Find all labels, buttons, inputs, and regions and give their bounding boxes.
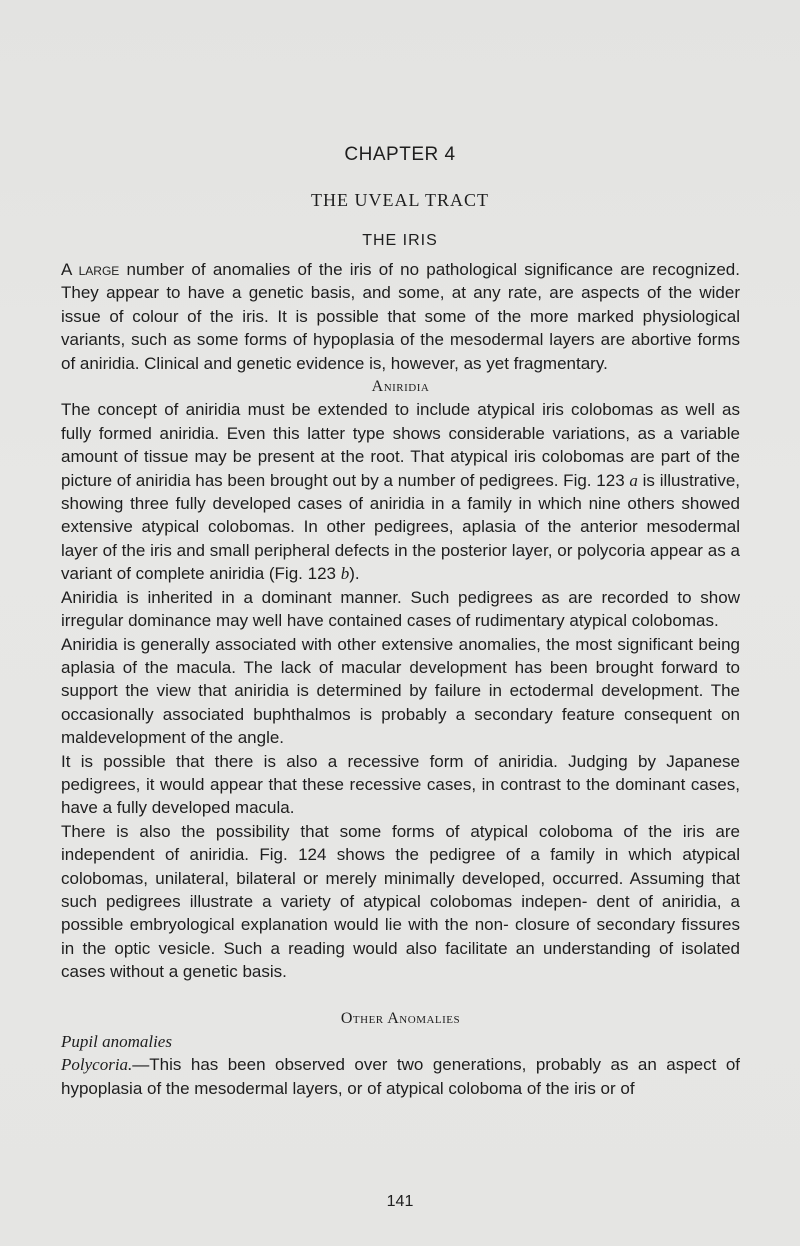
aniridia-paragraph-4: It is possible that there is also a recessive form of aniridia. Judging by Japanese pedigrees, it would appear that these recessive cases, in contrast to the dominant cases, have a fully developed macula.: [61, 751, 740, 818]
intro-lead: A large: [61, 260, 120, 279]
aniridia-p1-part-c: ).: [349, 564, 360, 584]
page-number: 141: [386, 1193, 414, 1210]
intro-text: number of anomalies of the iris of no pathological significance are recognized. They appear to have a genetic basis, and some, at any rate, are aspects of the wider issue of colour of the iris. It is possible that some of the more marked physiological variants, such as some forms of hypoplasia of the mesodermal layers are abortive forms of aniridia. Clinical and genetic evidence is, however, as yet fragmentary.: [61, 260, 740, 373]
intro-paragraph: [61, 258, 740, 375]
section-title: THE IRIS: [362, 232, 438, 249]
chapter-title: THE UVEAL TRACT: [311, 190, 489, 210]
body-text: [61, 258, 740, 1100]
polycoria-paragraph: [61, 1053, 740, 1100]
aniridia-paragraph-5: There is also the possibility that some forms of atypical coloboma of the iris are independent of aniridia. Fig. 124 shows the pedigree of a family in which atypical colobomas, unilateral, bilateral or merely minimally developed, occurred. Assuming that such pedigrees illustrate a variety of atypical colobomas indepen- dent of aniridia, a possible embryological explanation would lie with the non- closure of secondary fissures in the optic vesicle. Such a reading would also facilitate an understanding of isolated cases without a genetic basis.: [61, 821, 740, 982]
polycoria-term: Polycoria.: [61, 1055, 133, 1075]
section-gap: [61, 984, 740, 1007]
fig-123a-ref: a: [629, 470, 638, 490]
aniridia-paragraph-1: [61, 398, 740, 585]
aniridia-p1-part-b: is illustrative, showing three fully developed cases of aniridia in a family in which nine others showed extensive atypical colobomas. In other pedigrees, aplasia of the anterior mesodermal layer of the iris and small peripheral defects in the posterior layer, or polycoria appear as a variant of complete aniridia (Fig. 123: [61, 470, 740, 584]
polycoria-text: —This has been observed over two generations, probably as an aspect of hypoplasia of the mesodermal layers, or of atypical coloboma of the iris or of: [61, 1055, 740, 1098]
aniridia-paragraph-3: Aniridia is generally associated with other extensive anomalies, the most significant being aplasia of the macula. The lack of macular development has been brought forward to support the view that aniridia is determined by failure in ectodermal development. The occasionally associated buphthalmos is probably a secondary feature consequent on maldevelopment of the angle.: [61, 634, 740, 748]
fig-123b-ref: b: [340, 564, 350, 584]
aniridia-heading: Aniridia: [371, 378, 430, 396]
pupil-anomalies-subheading: Pupil anomalies: [61, 1032, 172, 1051]
other-anomalies-heading: Other Anomalies: [340, 1009, 461, 1027]
chapter-heading: CHAPTER 4: [344, 144, 456, 165]
aniridia-p1-part-a: The concept of aniridia must be extended to include atypical iris colobomas as well as fully formed aniridia. Even this latter type shows considerable variations, as a variable amount of tissue may be present at the root. That atypical iris colobomas are part of the picture of aniridia has been brought out by a number of pedigrees. Fig. 123: [61, 400, 740, 490]
aniridia-paragraph-2: Aniridia is inherited in a dominant manner. Such pedigrees as are recorded to show irregular dominance may well have contained cases of rudimentary atypical colobomas.: [61, 587, 740, 631]
